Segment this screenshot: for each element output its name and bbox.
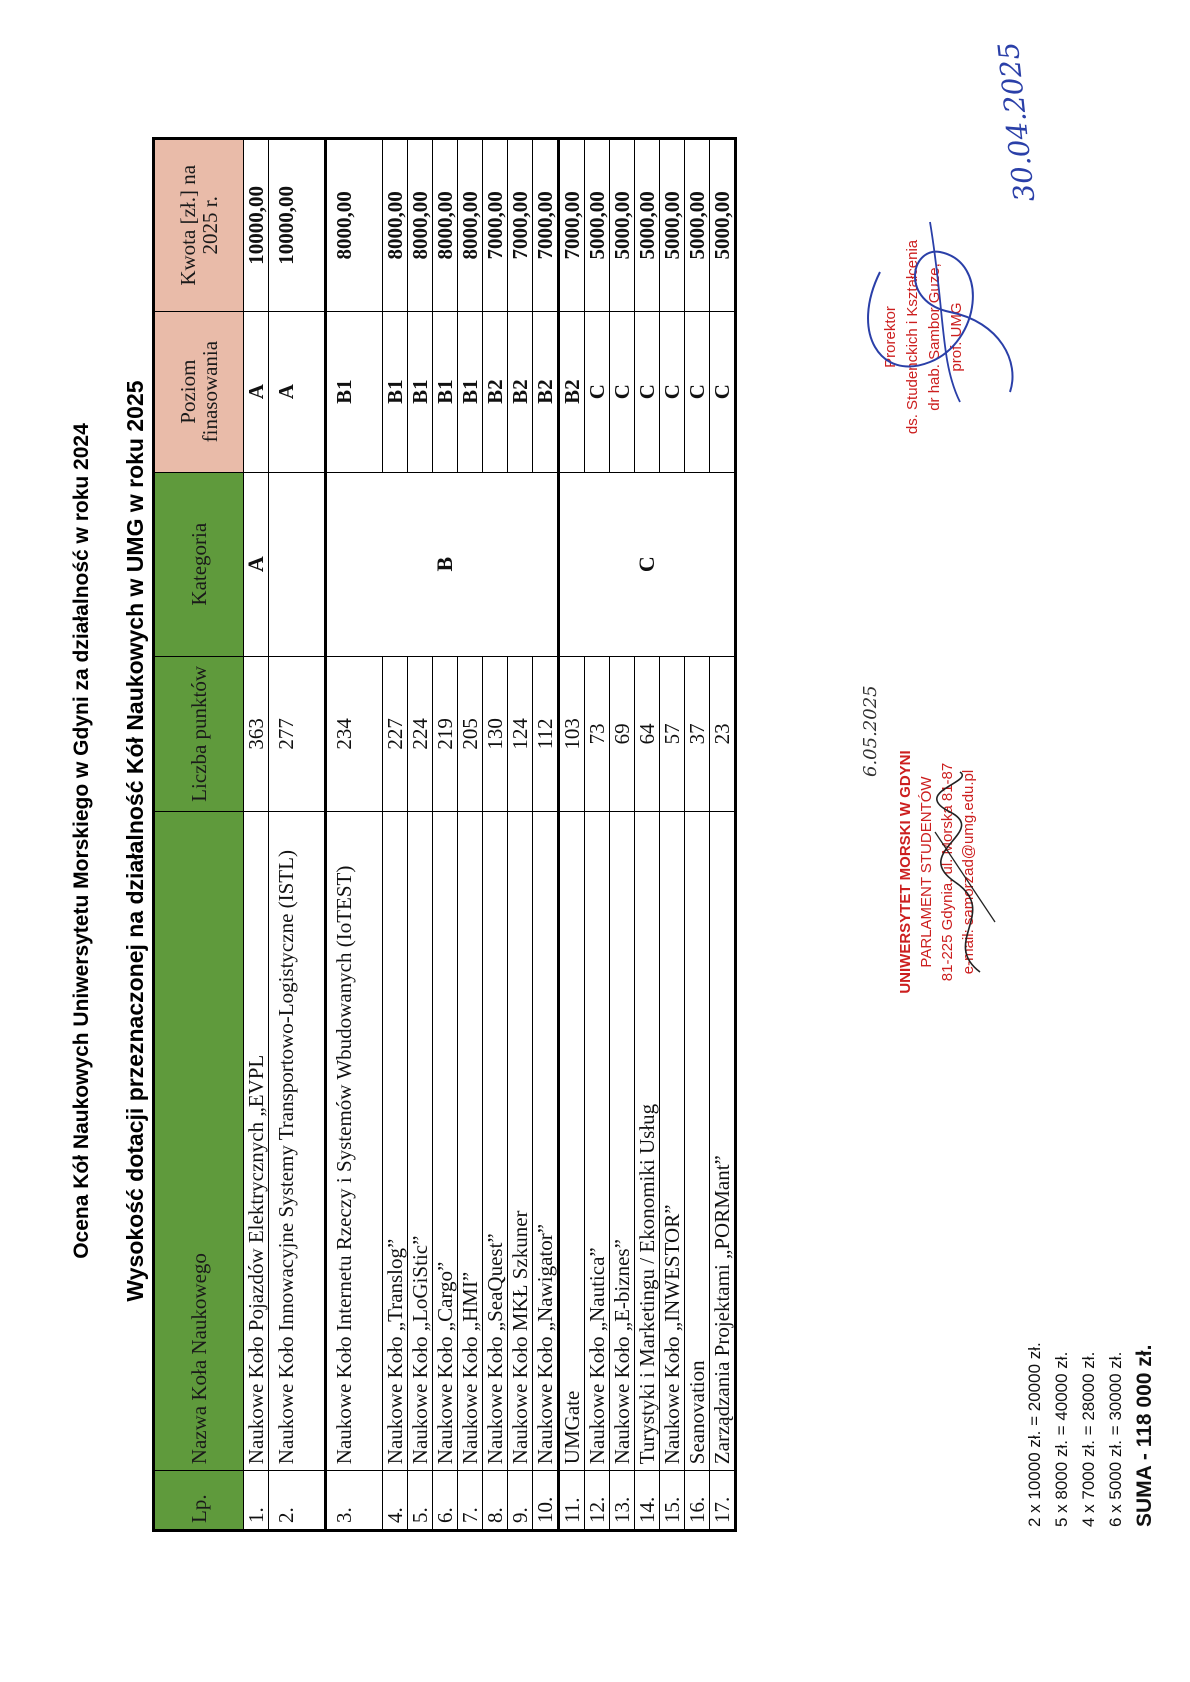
row-number: 13. (610, 1471, 635, 1531)
funding-amount: 8000,00 (433, 139, 458, 312)
funding-level: C (660, 311, 685, 472)
table-row (244, 139, 269, 1531)
points-value: 23 (710, 656, 736, 811)
row-number: 11. (559, 1471, 585, 1531)
circle-name: Naukowe Koło „E-biznes” (610, 812, 635, 1471)
header-lp: Lp. (154, 1471, 244, 1531)
funding-amount: 7000,00 (483, 139, 508, 312)
handwritten-date-right: 30.04.2025 (991, 40, 1042, 204)
category-cell (269, 472, 326, 656)
stamp-line: PARLAMENT STUDENTÓW (918, 776, 935, 968)
funding-table (152, 137, 737, 1532)
funding-amount: 8000,00 (326, 139, 383, 312)
row-number: 14. (635, 1471, 660, 1531)
circle-name: UMGate (559, 812, 585, 1471)
table-row (559, 139, 585, 1531)
points-value: 224 (408, 656, 433, 811)
stamp-line: Prorektor (882, 306, 899, 368)
funding-level: C (710, 311, 736, 472)
stamp-line: e-mail: samorzad@umg.edu.pl (960, 769, 977, 975)
table-row (585, 139, 610, 1531)
points-value: 112 (533, 656, 559, 811)
points-value: 227 (383, 656, 408, 811)
table-row (710, 139, 736, 1531)
circle-name: Naukowe Koło MKŁ Szkuner (508, 812, 533, 1471)
signature-right (840, 202, 1040, 422)
funding-amount: 5000,00 (635, 139, 660, 312)
table-row (326, 139, 383, 1531)
circle-name: Naukowe Koło „Translog” (383, 812, 408, 1471)
funding-amount: 8000,00 (408, 139, 433, 312)
summary-total: SUMA - 118 000 zł. (1133, 1344, 1156, 1527)
circle-name: Naukowe Koło Pojazdów Elektrycznych „EVPL (244, 812, 269, 1471)
circle-name: Naukowe Koło Internetu Rzeczy i Systemów Wbudowanych (IoTEST) (326, 812, 383, 1471)
row-number: 7. (458, 1471, 483, 1531)
points-value: 234 (326, 656, 383, 811)
funding-level: C (585, 311, 610, 472)
circle-name: Naukowe Koło „Nawigator” (533, 812, 559, 1471)
funding-amount: 7000,00 (559, 139, 585, 312)
circle-name: Naukowe Koło „HMI” (458, 812, 483, 1471)
funding-amount: 5000,00 (610, 139, 635, 312)
circle-name: Naukowe Koło „INWESTOR” (660, 812, 685, 1471)
header-amount: Kwota [zł.] na 2025 r. (154, 139, 244, 312)
points-value: 277 (269, 656, 326, 811)
row-number: 17. (710, 1471, 736, 1531)
funding-level: B2 (533, 311, 559, 472)
row-number: 2. (269, 1471, 326, 1531)
table-row (660, 139, 685, 1531)
funding-amount: 5000,00 (585, 139, 610, 312)
circle-name: Turystyki i Marketingu / Ekonomiki Usług (635, 812, 660, 1471)
points-value: 219 (433, 656, 458, 811)
table-row (269, 139, 326, 1531)
stamp-line: prof. UMG (948, 302, 965, 372)
funding-level: A (269, 311, 326, 472)
funding-amount: 7000,00 (508, 139, 533, 312)
funding-amount: 5000,00 (685, 139, 710, 312)
header-points: Liczba punktów (154, 656, 244, 811)
points-value: 103 (559, 656, 585, 811)
funding-level: C (635, 311, 660, 472)
circle-name: Naukowe Koło „Cargo” (433, 812, 458, 1471)
points-value: 64 (635, 656, 660, 811)
points-value: 37 (685, 656, 710, 811)
row-number: 1. (244, 1471, 269, 1531)
row-number: 10. (533, 1471, 559, 1531)
funding-level: B1 (433, 311, 458, 472)
table-row (635, 139, 660, 1531)
funding-amount: 8000,00 (458, 139, 483, 312)
points-value: 130 (483, 656, 508, 811)
table-row (483, 139, 508, 1531)
document-subtitle: Wysokość dotacji przeznaczonej na działalność Kół Naukowych w UMG w roku 2025 (122, 380, 148, 1302)
category-b: B (326, 472, 559, 656)
points-value: 363 (244, 656, 269, 811)
funding-amount: 10000,00 (244, 139, 269, 312)
row-number: 8. (483, 1471, 508, 1531)
handwritten-date-left: 6.05.2025 (860, 685, 881, 777)
category-a: A (244, 472, 269, 656)
header-level: Poziom finasowania (154, 311, 244, 472)
header-name: Nazwa Koła Naukowego (154, 812, 244, 1471)
summary-line: 4 x 7000 zł. = 28000 zł. (1079, 1351, 1098, 1527)
points-value: 124 (508, 656, 533, 811)
funding-level: C (685, 311, 710, 472)
points-value: 205 (458, 656, 483, 811)
table-row (408, 139, 433, 1531)
summary-line: 5 x 8000 zł. = 40000 zł. (1052, 1351, 1071, 1527)
funding-level: B2 (508, 311, 533, 472)
circle-name: Naukowe Koło „Nautica” (585, 812, 610, 1471)
funding-amount: 10000,00 (269, 139, 326, 312)
funding-level: B1 (326, 311, 383, 472)
circle-name: Naukowe Koło Innowacyjne Systemy Transportowo-Logistyczne (ISTL) (269, 812, 326, 1471)
funding-level: B1 (383, 311, 408, 472)
points-value: 57 (660, 656, 685, 811)
summary-line: 2 x 10000 zł. = 20000 zł. (1025, 1342, 1044, 1527)
row-number: 6. (433, 1471, 458, 1531)
funding-amount: 7000,00 (533, 139, 559, 312)
funding-level: B1 (458, 311, 483, 472)
stamp-line: dr hab. Sambor Guze, (926, 263, 943, 411)
row-number: 16. (685, 1471, 710, 1531)
signature-left (920, 762, 1010, 982)
table-row (433, 139, 458, 1531)
row-number: 3. (326, 1471, 383, 1531)
circle-name: Zarządzania Projektami „PORMant” (710, 812, 736, 1471)
header-category: Kategoria (154, 472, 244, 656)
table-row (533, 139, 559, 1531)
row-number: 9. (508, 1471, 533, 1531)
points-value: 73 (585, 656, 610, 811)
stamp-line: 81-225 Gdynia, ul. Morska 81-87 (939, 762, 956, 982)
row-number: 4. (383, 1471, 408, 1531)
circle-name: Naukowe Koło „LoGiStic” (408, 812, 433, 1471)
document-title: Ocena Kół Naukowych Uniwersytetu Morskiego w Gdyni za działalność w roku 2024 (70, 423, 93, 1259)
table-row (610, 139, 635, 1531)
funding-amount: 5000,00 (660, 139, 685, 312)
table-row (458, 139, 483, 1531)
funding-level: B2 (559, 311, 585, 472)
table-row (383, 139, 408, 1531)
circle-name: Seanovation (685, 812, 710, 1471)
points-value: 69 (610, 656, 635, 811)
row-number: 15. (660, 1471, 685, 1531)
circle-name: Naukowe Koło „SeaQuest” (483, 812, 508, 1471)
funding-level: B2 (483, 311, 508, 472)
funding-level: C (610, 311, 635, 472)
row-number: 12. (585, 1471, 610, 1531)
funding-amount: 5000,00 (710, 139, 736, 312)
stamp-line: UNIWERSYTET MORSKI W GDYNI (897, 750, 914, 994)
summary-line: 6 x 5000 zł. = 30000 zł. (1106, 1351, 1125, 1527)
stamp-line: ds. Studenckich i Kształcenia (904, 239, 921, 435)
category-c: C (559, 472, 736, 656)
table-header-row (154, 139, 244, 1531)
funding-amount: 8000,00 (383, 139, 408, 312)
table-row (508, 139, 533, 1531)
table-row (685, 139, 710, 1531)
funding-level: A (244, 311, 269, 472)
funding-level: B1 (408, 311, 433, 472)
row-number: 5. (408, 1471, 433, 1531)
